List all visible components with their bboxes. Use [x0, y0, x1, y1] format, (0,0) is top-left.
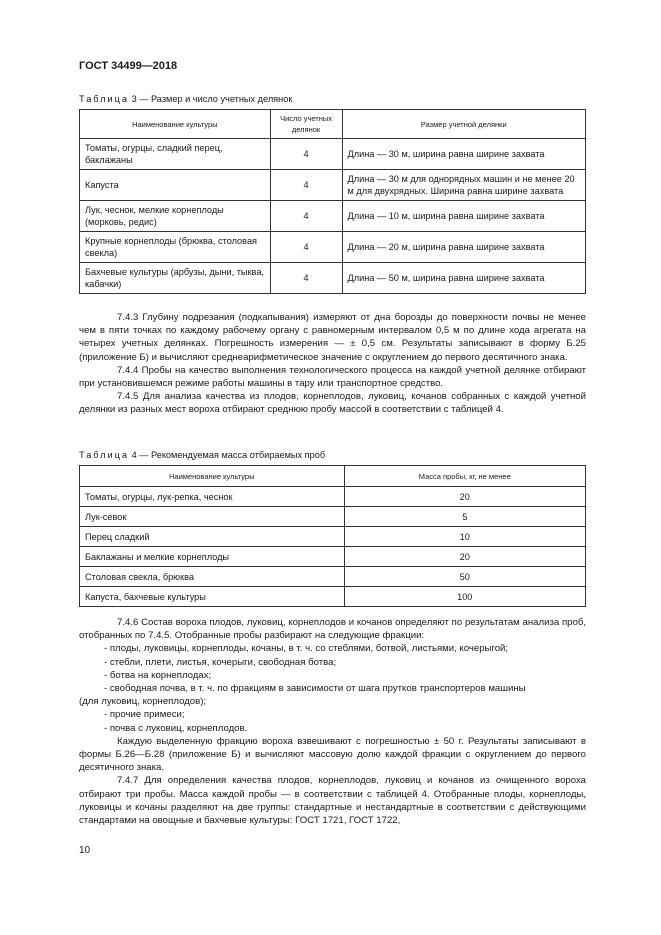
list-item-continuation: (для луковиц, корнеплодов); [79, 696, 207, 708]
table-header-row [80, 466, 586, 487]
table-row [80, 201, 586, 232]
table-cell: Длина — 10 м, ширина равна ширине захвата [342, 201, 586, 232]
table-cell: Томаты, огурцы, сладкий перец, баклажаны [80, 139, 271, 170]
table3-caption [79, 94, 292, 104]
column-header: Масса пробы, кг, не менее [344, 466, 586, 487]
table4-caption [79, 450, 325, 460]
table-row [80, 170, 586, 201]
table-row [80, 139, 586, 170]
text-block-746-747 [79, 616, 586, 827]
text-block-743-745 [79, 311, 586, 417]
table-cell: Длина — 20 м, ширина равна ширине захвата [342, 232, 586, 263]
table-row [80, 547, 586, 567]
table-cell: Капуста [80, 170, 271, 201]
paragraph-7-4-7: 7.4.7 Для определения качества плодов, корнеплодов, луковиц и кочанов из очищенного вороха отбирают три пробы. Масса каждой пробы — в соответствии с таблицей 4. Отобранные плоды, корнеплоды, луковицы и кочаны разделяют на две группы: стандартные и нестандартные в соответствии с действующими стандартами на овощные и бахчевые культуры: ГОСТ 1721, ГОСТ 1722, [79, 775, 586, 827]
table-cell: 4 [270, 170, 342, 201]
column-header: Размер учетной делянки [342, 110, 586, 139]
table4-caption-title: 4 — Рекомендуемая масса отбираемых проб [129, 450, 326, 460]
list-item: - свободная почва, в т. ч. по фракциям в зависимости от шага прутков транспортеров машины [104, 683, 526, 695]
paragraph-7-4-5: 7.4.5 Для анализа качества из плодов, корнеплодов, луковиц, кочанов собранных с каждой учетной делянки из разных мест вороха отбирают среднюю пробу массой в соответствии с таблицей 4. [79, 391, 586, 416]
table3-caption-title: 3 — Размер и число учетных делянок [129, 94, 293, 104]
table-row [80, 567, 586, 587]
table-plot-sizes [79, 109, 586, 294]
list-item: - ботва на корнеплодах; [104, 669, 212, 681]
table-cell: 20 [344, 487, 586, 507]
table-row [80, 527, 586, 547]
list-item: - прочие примеси; [104, 709, 185, 721]
paragraph-7-4-3: 7.4.3 Глубину подрезания (подкапывания) измеряют от дна борозды до поверхности почвы не менее чем в пяти точках по каждому рабочему органу с равномерным интервалом 0,5 м по длине хода агрегата на четырех учетных делянках. Погрешность измерения — ± 0,5 см. Результаты записывают в форму Б.25 (приложение Б) и вычисляют среднеарифметическое значение с округлением до первого десятичного знака. [79, 312, 586, 363]
table-cell: Лук, чеснок, мелкие корнеплоды (морковь, редис) [80, 201, 271, 232]
table3-caption-prefix: Таблица [79, 94, 130, 104]
table-cell: 20 [344, 547, 586, 567]
table-cell: Баклажаны и мелкие корнеплоды [80, 547, 345, 567]
table-cell: Бахчевые культуры (арбузы, дыни, тыква, кабачки) [80, 263, 271, 294]
table-cell: Крупные корнеплоды (брюква, столовая свекла) [80, 232, 271, 263]
table4-caption-prefix: Таблица [79, 450, 130, 460]
page-number: 10 [79, 845, 91, 856]
table-cell: 50 [344, 567, 586, 587]
table-cell: Капуста, бахчевые культуры [80, 587, 345, 607]
list-item: - стебли, плети, листья, кочерыги, свободная ботва; [104, 656, 337, 668]
table-row [80, 232, 586, 263]
column-header: Наименование культуры [80, 110, 271, 139]
table-cell: Лук-севок [80, 507, 345, 527]
paragraph-7-4-4: 7.4.4 Пробы на качество выполнения технологического процесса на каждой учетной делянке отбирают при установившемся режиме работы машины в тару или транспортное средство. [79, 364, 586, 390]
table-row [80, 587, 586, 607]
table-cell: Длина — 50 м, ширина равна ширине захвата [342, 263, 586, 294]
paragraph-7-4-6: 7.4.6 Состав вороха плодов, луковиц, корнеплодов и кочанов определяют по результатам анализа проб, отобранных по 7.4.5. Отобранные пробы разбирают на следующие фракции: [79, 617, 586, 642]
table-row [80, 263, 586, 294]
table-cell: Длина — 30 м для однорядных машин и не менее 20 м для двухрядных. Ширина равна ширине захвата [342, 170, 586, 201]
table-header-row [80, 110, 586, 139]
table-cell: 100 [344, 587, 586, 607]
table-cell: 4 [270, 201, 342, 232]
table-cell: 4 [270, 139, 342, 170]
table-row [80, 487, 586, 507]
table-cell: 5 [344, 507, 586, 527]
table-cell: 4 [270, 263, 342, 294]
paragraph-fraction-weighing: Каждую выделенную фракцию вороха взвешивают с погрешностью ± 50 г. Результаты записывают в формы Б.26—Б.28 (приложение Б) и вычисляют массовую долю каждой фракции с округлением до первого десятичного знака. [79, 735, 586, 774]
table-cell: 4 [270, 232, 342, 263]
column-header: Число учетных делянок [270, 110, 342, 139]
table-cell: Перец сладкий [80, 527, 345, 547]
list-item: - почва с луковиц, корнеплодов. [104, 722, 248, 734]
document-header: ГОСТ 34499—2018 [79, 60, 178, 72]
list-item: - плоды, луковицы, корнеплоды, кочаны, в т. ч. со стеблями, ботвой, листьями, кочерыгой; [104, 643, 509, 655]
table-sample-mass [79, 465, 586, 607]
table-cell: Томаты, огурцы, лук-репка, чеснок [80, 487, 345, 507]
table-cell: Длина — 30 м, ширина равна ширине захвата [342, 139, 586, 170]
table-row [80, 507, 586, 527]
table-cell: 10 [344, 527, 586, 547]
table-cell: Столовая свекла, брюква [80, 567, 345, 587]
column-header: Наименование культуры [80, 466, 345, 487]
